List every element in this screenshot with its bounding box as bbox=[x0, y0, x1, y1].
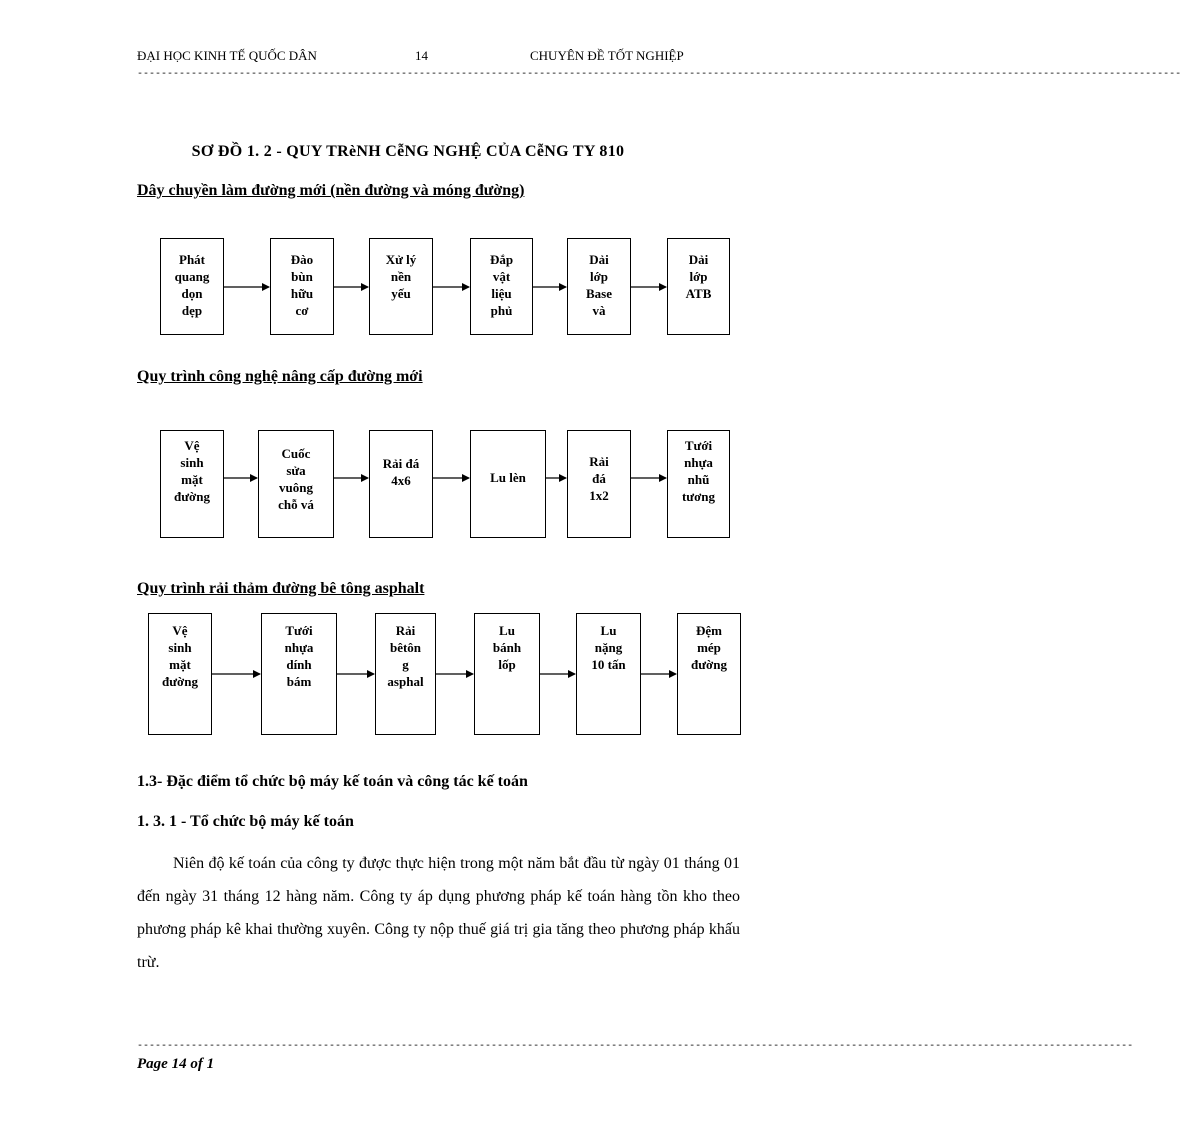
flow-2-step-3: Rải đá 4x6 bbox=[369, 430, 433, 538]
header-school-name: ĐẠI HỌC KINH TẾ QUỐC DÂN bbox=[137, 48, 317, 63]
header-document-type: CHUYÊN ĐỀ TỐT NGHIỆP bbox=[530, 48, 684, 63]
section-heading: 1.3- Đặc điểm tổ chức bộ máy kế toán và công tác kế toán bbox=[137, 773, 528, 790]
subsection-heading: 1. 3. 1 - Tổ chức bộ máy kế toán bbox=[137, 813, 354, 830]
flow-1-step-6: Dải lớp ATB bbox=[667, 238, 730, 335]
flow-3-step-6: Đệm mép đường bbox=[677, 613, 741, 735]
flow-1-step-3: Xử lý nền yếu bbox=[369, 238, 433, 335]
flow-1-step-2: Đào bùn hữu cơ bbox=[270, 238, 334, 335]
footer-rule: ---------------------------------------------------------------------------------------------------------------------------------------------------------------------- bbox=[137, 1041, 1134, 1052]
header-rule: ------------------------------------------------------------------------------------------------------------------------------------------------------------------------------ bbox=[137, 69, 1181, 80]
flow-3-step-1: Vệ sinh mặt đường bbox=[148, 613, 212, 735]
body-paragraph bbox=[137, 847, 740, 979]
flow-3-step-5: Lu nặng 10 tấn bbox=[576, 613, 641, 735]
flow-3-heading: Quy trình rải thảm đường bê tông asphalt bbox=[137, 580, 425, 597]
footer-page-label: Page 14 of 1 bbox=[137, 1056, 215, 1072]
flow-3-step-2: Tưới nhựa dính bám bbox=[261, 613, 337, 735]
flow-1-step-5: Dải lớp Base và bbox=[567, 238, 631, 335]
flow-2-step-4: Lu lèn bbox=[470, 430, 546, 538]
flow-2-step-5: Rải đá 1x2 bbox=[567, 430, 631, 538]
body-paragraph-text: Niên độ kế toán của công ty được thực hiện trong một năm bắt đầu từ ngày 01 tháng 01 đến ngày 31 tháng 12 hàng năm. Công ty áp dụng phương pháp kế toán hàng tồn kho theo phương pháp kê khai thường xuyên. Công ty nộp thuế giá trị gia tăng theo phương pháp khấu trừ. bbox=[137, 855, 740, 971]
flow-2-heading: Quy trình công nghệ nâng cấp đường mới bbox=[137, 368, 423, 385]
flow-1-heading: Dây chuyền làm đường mới (nền đường và móng đường) bbox=[137, 182, 525, 199]
flow-2-step-2: Cuốc sửa vuông chỗ vá bbox=[258, 430, 334, 538]
header-page-number: 14 bbox=[415, 48, 428, 63]
flow-2-step-1: Vệ sinh mặt đường bbox=[160, 430, 224, 538]
flow-1-step-1: Phát quang dọn dẹp bbox=[160, 238, 224, 335]
flow-1-step-4: Đắp vật liệu phủ bbox=[470, 238, 533, 335]
flow-3-step-3: Rải bêtôn g asphal bbox=[375, 613, 436, 735]
flow-2-step-6: Tưới nhựa nhũ tương bbox=[667, 430, 730, 538]
diagram-title: SƠ ĐỒ 1. 2 - QUY TRèNH CễNG NGHỆ CỦA CễNG TY 810 bbox=[191, 143, 625, 160]
flow-3-step-4: Lu bánh lốp bbox=[474, 613, 540, 735]
